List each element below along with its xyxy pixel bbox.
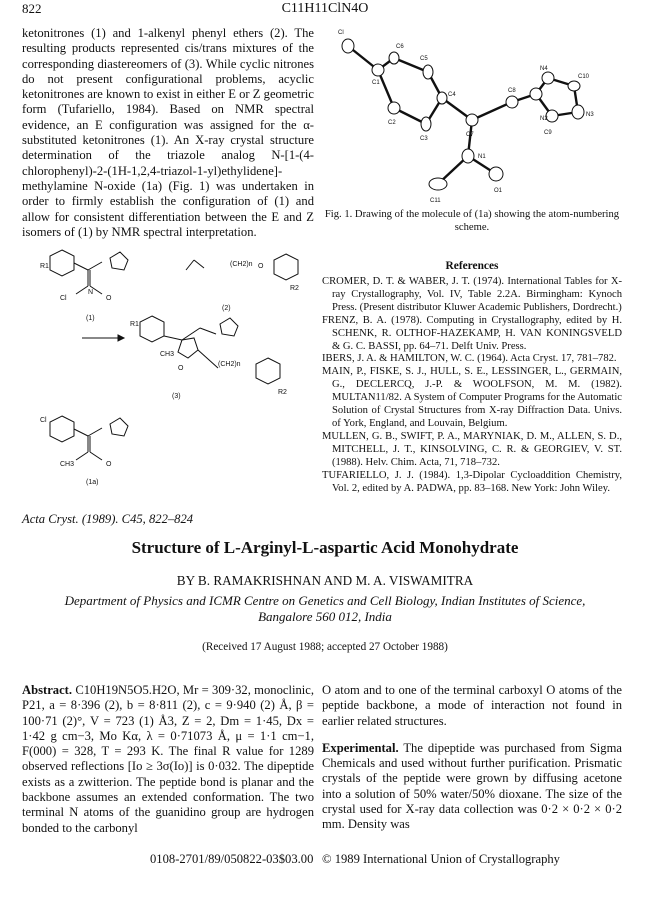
references-heading: References bbox=[445, 260, 499, 272]
reference-item: MAIN, P., FISKE, S. J., HULL, S. E., LESSINGER, L., GERMAIN, G., DECLERCQ, J.-P. & WOOLFSON, M. M. (1982). MULTAN11/82. A System of Computer Programs for the Automatic Solution of Crystal Structures from X-ray Diffraction Data. Univs. of York, England, and Louvain, Belgium. bbox=[322, 366, 622, 429]
group-label: R2 bbox=[278, 389, 287, 396]
article-title: Structure of L-Arginyl-L-aspartic Acid Monohydrate bbox=[131, 538, 519, 557]
atom-label: N4 bbox=[540, 66, 548, 72]
compound-label: (1) bbox=[86, 315, 95, 322]
compound-label: (3) bbox=[172, 393, 181, 400]
atom-label: C7 bbox=[466, 132, 474, 138]
molecule-figure bbox=[322, 24, 622, 216]
atom-label: C5 bbox=[420, 56, 428, 62]
compound-label: (2) bbox=[222, 305, 231, 312]
group-label: R2 bbox=[290, 285, 299, 292]
experimental-text: The dipeptide was purchased from Sigma Chemicals and used without further purification. Prismatic crystals of the peptide were grown by diffusing acetone into a solution of 50% water/50% dioxane. The size of the crystal used for X-ray data collection was 0·2 × 0·2 × 0·2 mm. Density was bbox=[322, 740, 622, 832]
group-label: Cl bbox=[60, 295, 67, 302]
intro-paragraph: ketonitrones (1) and 1-alkenyl phenyl ethers (2). The resulting products represented cis/trans mixtures of the corresponding diastereomers of (3). While cyclic nitrones do not present configurational problems, acyclic ketonitrones are known to exist in either E or Z geometric form (Tufariello, 1984). Based on NMR spectral evidence, an E configuration was assigned for the α-substituted ketonitrones (1). An X-ray crystal structure determination of the triazole analog N-[1-(4-chlorophenyl)-2-(1H-1,2,4-triazol-1-yl)ethylidene]-methylamine N-oxide (1a) (Fig. 1) was undertaken in order to firmly establish the configuration of (1) and allow for consistent differentiation between the E and Z isomers of (1) by NMR spectral interpretation. bbox=[22, 26, 314, 239]
article-code: 0108-2701/89/050822-03$03.00 bbox=[150, 852, 314, 866]
scheme-structure-3 bbox=[140, 316, 280, 384]
article-dates: (Received 17 August 1988; accepted 27 October 1988) bbox=[202, 641, 448, 653]
reaction-scheme bbox=[22, 238, 322, 500]
group-label: (CH2)n bbox=[230, 261, 253, 268]
atom-label: N1 bbox=[478, 154, 486, 160]
group-label: (CH2)n bbox=[218, 361, 241, 368]
experimental-label: Experimental. bbox=[322, 740, 399, 755]
compound-label: (1a) bbox=[86, 479, 99, 486]
abstract bbox=[22, 683, 314, 836]
group-label: R1 bbox=[130, 321, 139, 328]
atom-label: C8 bbox=[508, 88, 516, 94]
atom-label: C11 bbox=[430, 198, 441, 204]
article-authors: BY B. RAMAKRISHNAN AND M. A. VISWAMITRA bbox=[176, 573, 474, 588]
reference-item: TUFARIELLO, J. J. (1984). 1,3-Dipolar Cycloaddition Chemistry, Vol. 2, edited by A. PADWA, pp. 83–168. New York: John Wiley. bbox=[322, 469, 622, 494]
scheme-arrow bbox=[82, 335, 124, 341]
group-label: CH3 bbox=[60, 461, 75, 468]
atom-label: C6 bbox=[396, 44, 404, 50]
group-label: R1 bbox=[40, 263, 49, 270]
reference-item: FRENZ, B. A. (1978). Computing in Crystallography, edited by H. SCHENK, R. OLTHOF-HAZEKAMP, H. VAN KONINGSVELD & G. C. BASSI, pp. 64–71. Delft Univ. Press. bbox=[322, 314, 622, 352]
atom-label: Cl bbox=[338, 30, 344, 36]
scheme-structure-1a bbox=[50, 416, 128, 460]
group-label: O bbox=[178, 365, 184, 372]
atom-label: O1 bbox=[494, 188, 503, 194]
figure-caption: Fig. 1. Drawing of the molecule of (1a) showing the atom-numbering scheme. bbox=[324, 209, 620, 233]
abstract-label: Abstract. bbox=[22, 683, 73, 697]
atom-label: C9 bbox=[544, 130, 552, 136]
atom-label: C10 bbox=[578, 74, 590, 80]
page-number: 822 bbox=[22, 1, 42, 16]
atom-label: C4 bbox=[448, 92, 456, 98]
copyright: © 1989 International Union of Crystallography bbox=[322, 852, 560, 866]
atom-label: C3 bbox=[420, 136, 428, 142]
atom-label: C1 bbox=[372, 80, 380, 86]
scheme-structure-1 bbox=[50, 250, 128, 294]
right-column-text bbox=[322, 683, 622, 833]
atom-label: N2 bbox=[540, 116, 548, 122]
group-label: O bbox=[106, 461, 112, 468]
experimental-paragraph bbox=[322, 741, 622, 833]
running-title: C11H11ClN4O bbox=[281, 1, 369, 16]
atom-label: N3 bbox=[586, 112, 594, 118]
reference-item: MULLEN, G. B., SWIFT, P. A., MARYNIAK, D. M., ALLEN, S. D., MITCHELL, J. T., KINSOLVING, C. R. & GEORGIEV, V. ST. (1988). Helv. Chim. Acta, 71, 718–732. bbox=[322, 430, 622, 468]
abstract-text: C10H19N5O5.H2O, Mr = 309·32, monoclinic, P21, a = 8·396 (2), b = 8·811 (2), c = 9·940 (2) Å, β = 100·71 (2)°, V = 723 (1) Å3, Z = 2, Dm = 1·45, Dx = 1·42 g cm−3, Mo Kα, λ = 0·71073 Å, μ = 1·1 cm−1, F(000) = 328, T = 293 K. The final R value for 1289 observed reflections [Io ≥ 3σ(Io)] is 0·032. The dipeptide exists as a zwitterion. The peptide bond is planar and the backbone assumes an extended conformation. The two terminal N atoms of the guanidino group are hydrogen bonded to the carbonyl bbox=[22, 683, 314, 835]
abstract-continuation: O atom and to one of the terminal carboxyl O atoms of the peptide backbone, a mode of interaction not found in earlier related structures. bbox=[322, 683, 622, 728]
references-list bbox=[322, 276, 622, 495]
reference-item: CROMER, D. T. & WABER, J. T. (1974). International Tables for X-ray Crystallography, Vol. IV, Table 2.2A. Birmingham: Kynoch Press. (Present distributor Kluwer Academic Publishers, Dordrecht.) bbox=[322, 276, 622, 313]
atom-label: C2 bbox=[388, 120, 396, 126]
group-label: CH3 bbox=[160, 351, 175, 358]
reference-item: IBERS, J. A. & HAMILTON, W. C. (1964). Acta Cryst. 17, 781–782. bbox=[322, 353, 617, 365]
journal-citation: Acta Cryst. (1989). C45, 822–824 bbox=[22, 512, 194, 526]
article-affiliation: Department of Physics and ICMR Centre on Genetics and Cell Biology, Indian Institutes of Science, Bangalore 560 012, India bbox=[64, 593, 586, 624]
group-label: N bbox=[88, 289, 94, 296]
group-label: O bbox=[106, 295, 112, 302]
group-label: O bbox=[258, 263, 264, 270]
group-label: Cl bbox=[40, 417, 47, 424]
